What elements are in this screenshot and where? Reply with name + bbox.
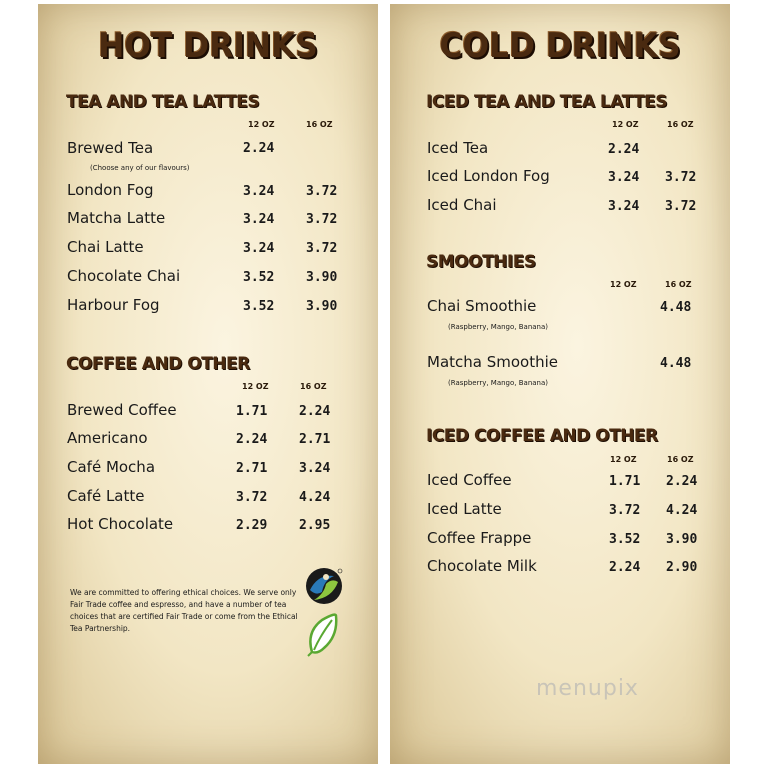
size-16-label: 16 OZ xyxy=(667,455,694,464)
price-12: 1.71 xyxy=(609,474,641,489)
price-12: 2.24 xyxy=(243,141,275,156)
price-16: 2.24 xyxy=(299,404,331,419)
price-16: 3.90 xyxy=(306,299,338,314)
price-12: 2.71 xyxy=(236,461,268,476)
menu-item-name: Matcha Latte xyxy=(67,209,166,227)
menu-item-name: Hot Chocolate xyxy=(67,515,174,533)
iced-tea-section-title: ICED TEA AND TEA LATTES xyxy=(426,92,668,112)
price-12: 3.52 xyxy=(243,270,275,285)
price-12: 3.24 xyxy=(243,241,275,256)
smoothies-section-title: SMOOTHIES xyxy=(426,252,536,272)
size-12-label: 12 OZ xyxy=(612,120,639,129)
menu-item-name: Iced Tea xyxy=(427,139,489,157)
menu-item-name: Chocolate Chai xyxy=(67,267,181,285)
price-16: 3.72 xyxy=(306,212,338,227)
price-16: 4.24 xyxy=(299,490,331,505)
price-16: 3.72 xyxy=(665,170,697,185)
menu-item-name: Iced Chai xyxy=(427,196,497,214)
tea-section-title: TEA AND TEA LATTES xyxy=(66,92,260,112)
size-16-label: 16 OZ xyxy=(665,280,692,289)
price-12: 3.72 xyxy=(609,503,641,518)
price-12: 3.72 xyxy=(236,490,268,505)
menu-item-name: Chai Latte xyxy=(67,238,144,256)
price-16: 3.24 xyxy=(299,461,331,476)
size-12-label: 12 OZ xyxy=(248,120,275,129)
menu-item-name: Matcha Smoothie xyxy=(427,353,559,371)
menu-item-name: Americano xyxy=(67,429,148,447)
price-12: 2.24 xyxy=(236,432,268,447)
menu-item-name: Iced London Fog xyxy=(427,167,550,185)
price-16: 3.72 xyxy=(306,184,338,199)
price-16: 3.72 xyxy=(665,199,697,214)
menu-item-name: Harbour Fog xyxy=(67,296,160,314)
menu-item-name: Café Latte xyxy=(67,487,145,505)
size-12-label: 12 OZ xyxy=(610,455,637,464)
price-12: 2.29 xyxy=(236,518,268,533)
size-16-label: 16 OZ xyxy=(306,120,333,129)
price-12: 1.71 xyxy=(236,404,268,419)
price-16: 2.24 xyxy=(666,474,698,489)
hot-drinks-title: HOT DRINKS xyxy=(98,26,318,66)
cold-drinks-title: COLD DRINKS xyxy=(439,26,681,66)
ethical-statement: We are committed to offering ethical choices. We serve only Fair Trade coffee and espresso, and have a number of tea choices that are certified Fair Trade or come from the Ethical Tea Partnership. xyxy=(70,588,298,633)
item-note: (Raspberry, Mango, Banana) xyxy=(448,323,549,331)
price-16: 3.90 xyxy=(666,532,698,547)
price-16: 2.90 xyxy=(666,560,698,575)
menu-item-name: Iced Coffee xyxy=(427,471,512,489)
price-12: 3.24 xyxy=(243,212,275,227)
size-12-label: 12 OZ xyxy=(610,280,637,289)
ethical-tea-leaf-icon xyxy=(304,612,340,658)
price-12: 3.24 xyxy=(608,170,640,185)
price-16: 3.90 xyxy=(306,270,338,285)
price-12: 3.24 xyxy=(243,184,275,199)
price-12: 3.52 xyxy=(609,532,641,547)
fairtrade-icon xyxy=(304,566,344,610)
item-note: (Choose any of our flavours) xyxy=(90,164,190,172)
price-12: 2.24 xyxy=(609,560,641,575)
coffee-section-title: COFFEE AND OTHER xyxy=(66,354,250,374)
item-note: (Raspberry, Mango, Banana) xyxy=(448,379,549,387)
hot-drinks-panel xyxy=(38,4,378,764)
menu-item-name: London Fog xyxy=(67,181,154,199)
price-12: 3.52 xyxy=(243,299,275,314)
size-16-label: 16 OZ xyxy=(667,120,694,129)
menu-item-name: Café Mocha xyxy=(67,458,156,476)
watermark: menupix xyxy=(536,676,639,701)
menu-item-name: Chai Smoothie xyxy=(427,297,537,315)
price-16: 3.72 xyxy=(306,241,338,256)
price-16: 2.95 xyxy=(299,518,331,533)
menu-item-name: Coffee Frappe xyxy=(427,529,532,547)
price-12: 3.24 xyxy=(608,199,640,214)
price-16: 4.48 xyxy=(660,300,692,315)
cold-drinks-panel xyxy=(390,4,730,764)
size-12-label: 12 OZ xyxy=(242,382,269,391)
menu-item-name: Brewed Tea xyxy=(67,139,154,157)
price-16: 2.71 xyxy=(299,432,331,447)
price-16: 4.24 xyxy=(666,503,698,518)
menu-item-name: Brewed Coffee xyxy=(67,401,177,419)
menu-item-name: Iced Latte xyxy=(427,500,502,518)
size-16-label: 16 OZ xyxy=(300,382,327,391)
iced-coffee-section-title: ICED COFFEE AND OTHER xyxy=(426,426,658,446)
price-16: 4.48 xyxy=(660,356,692,371)
menu-item-name: Chocolate Milk xyxy=(427,557,537,575)
price-12: 2.24 xyxy=(608,142,640,157)
